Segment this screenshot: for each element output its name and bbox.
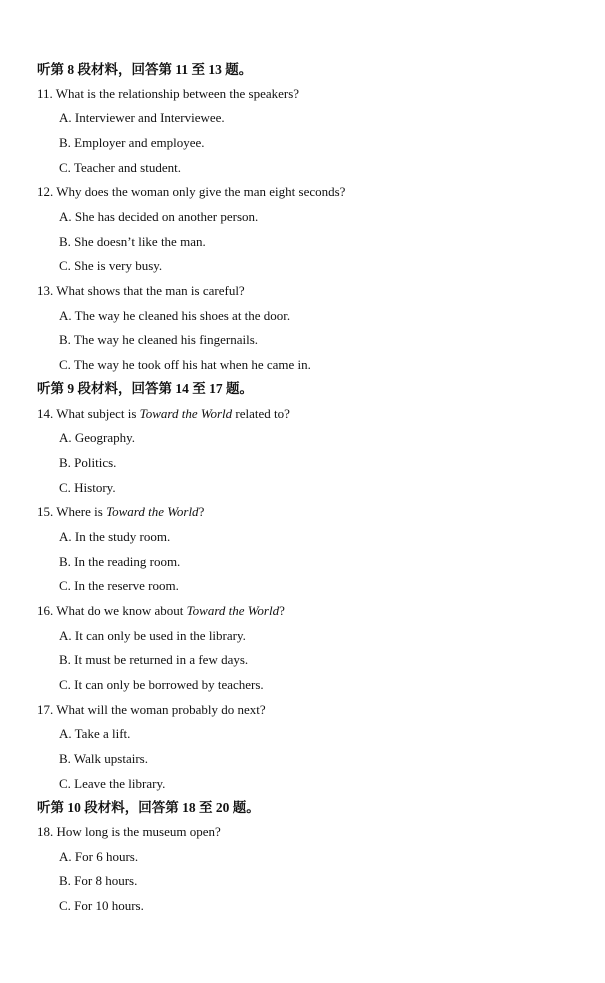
answer-option: A. She has decided on another person. bbox=[59, 209, 259, 224]
question-stem: 13. What shows that the man is careful? bbox=[37, 283, 245, 298]
book-title: Toward the World bbox=[186, 603, 280, 618]
answer-option: A. Geography. bbox=[59, 430, 136, 445]
answer-option: C. It can only be borrowed by teachers. bbox=[59, 677, 264, 692]
question-stem: 18. How long is the museum open? bbox=[37, 824, 221, 839]
answer-option: A. For 6 hours. bbox=[59, 849, 139, 864]
answer-option: C. For 10 hours. bbox=[59, 898, 144, 913]
stem-prefix: 16. What do we know about bbox=[37, 603, 187, 618]
stem-suffix: related to? bbox=[232, 406, 290, 421]
answer-option: A. It can only be used in the library. bbox=[59, 628, 246, 643]
answer-option: B. She doesn’t like the man. bbox=[59, 234, 206, 249]
answer-option: B. Walk upstairs. bbox=[59, 751, 148, 766]
answer-option: A. The way he cleaned his shoes at the door. bbox=[59, 308, 291, 323]
question-stem: 17. What will the woman probably do next? bbox=[37, 702, 266, 717]
question-stem bbox=[37, 406, 290, 422]
answer-option: C. The way he took off his hat when he came in. bbox=[59, 357, 311, 372]
section-header: 听第 8 段材料，回答第 11 至 13 题。 bbox=[37, 62, 253, 77]
answer-option: B. The way he cleaned his fingernails. bbox=[59, 332, 259, 347]
answer-option: B. In the reading room. bbox=[59, 554, 181, 569]
answer-option: A. In the study room. bbox=[59, 529, 171, 544]
answer-option: B. It must be returned in a few days. bbox=[59, 652, 249, 667]
answer-option: C. History. bbox=[59, 480, 116, 495]
stem-suffix: ? bbox=[198, 504, 205, 519]
answer-option: B. Employer and employee. bbox=[59, 135, 205, 150]
answer-option: C. In the reserve room. bbox=[59, 578, 179, 593]
answer-option: C. Leave the library. bbox=[59, 776, 166, 791]
answer-option: C. She is very busy. bbox=[59, 258, 163, 273]
answer-option: A. Take a lift. bbox=[59, 726, 131, 741]
answer-option: A. Interviewer and Interviewee. bbox=[59, 110, 225, 125]
question-stem bbox=[37, 603, 285, 619]
answer-option: B. For 8 hours. bbox=[59, 873, 138, 888]
book-title: Toward the World bbox=[106, 504, 199, 519]
book-title: Toward the World bbox=[139, 406, 233, 421]
answer-option: C. Teacher and student. bbox=[59, 160, 181, 175]
answer-option: B. Politics. bbox=[59, 455, 117, 470]
stem-prefix: 14. What subject is bbox=[37, 406, 140, 421]
question-stem: 12. Why does the woman only give the man eight seconds? bbox=[37, 184, 346, 199]
stem-prefix: 15. Where is bbox=[37, 504, 107, 519]
stem-suffix: ? bbox=[279, 603, 285, 618]
question-stem bbox=[37, 504, 204, 520]
section-header: 听第 9 段材料，回答第 14 至 17 题。 bbox=[37, 381, 253, 396]
question-stem: 11. What is the relationship between the speakers? bbox=[37, 86, 300, 101]
section-header: 听第 10 段材料，回答第 18 至 20 题。 bbox=[37, 800, 260, 815]
